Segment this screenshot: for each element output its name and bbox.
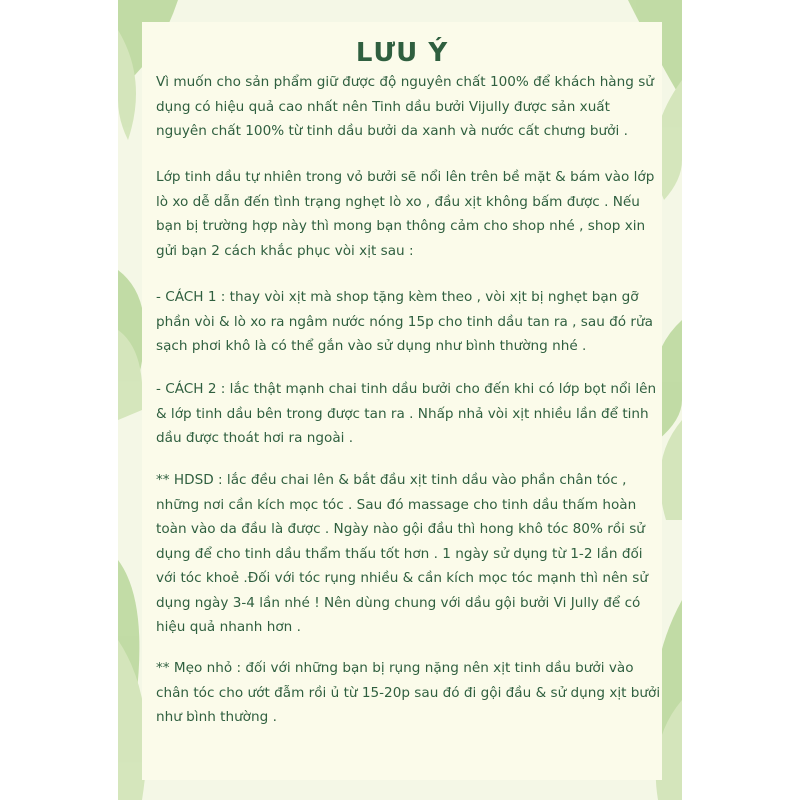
text-line: ** Mẹo nhỏ : đối với những bạn bị rụng nặng nên xịt tinh dầu bưởi vào	[156, 660, 634, 676]
text-line: - CÁCH 1 : thay vòi xịt mà shop tặng kèm theo , vòi xịt bị nghẹt bạn gỡ	[156, 289, 639, 305]
text-line: hiệu quả nhanh hơn .	[156, 619, 301, 635]
text-line: Vì muốn cho sản phẩm giữ được độ nguyên chất 100% để khách hàng sử	[156, 74, 654, 90]
text-line: ** HDSD : lắc đều chai lên & bắt đầu xịt tinh dầu vào phần chân tóc ,	[156, 472, 627, 488]
text-line: dụng có hiệu quả cao nhất nên Tinh dầu bưởi Vijully được sản xuất	[156, 98, 610, 115]
text-line: bạn bị trường hợp này thì mong bạn thông cảm cho shop nhé , shop xin	[156, 218, 646, 234]
content-panel	[142, 22, 662, 780]
text-line: những nơi cần kích mọc tóc . Sau đó massage cho tinh dầu thấm hoàn	[156, 496, 637, 513]
paragraph-tip	[156, 656, 661, 730]
text-line: - CÁCH 2 : lắc thật mạnh chai tinh dầu bưởi cho đến khi có lớp bọt nổi lên	[156, 381, 657, 397]
paragraph-method-1	[156, 285, 656, 359]
text-line: chân tóc cho ướt đẫm rồi ủ từ 15-20p sau đó đi gội đầu & sử dụng xịt bưởi	[156, 684, 661, 701]
text-line: gửi bạn 2 cách khắc phục vòi xịt sau :	[156, 242, 414, 259]
text-line: & lớp tinh dầu bên trong được tan ra . Nhấp nhả vòi xịt nhiều lần để tinh	[156, 405, 649, 422]
text-line: phần vòi & lò xo ra ngâm nước nóng 15p cho tinh dầu tan ra , sau đó rửa	[156, 313, 653, 330]
paragraph-intro	[156, 70, 656, 144]
text-line: sạch phơi khô là có thể gắn vào sử dụng như bình thường nhé .	[156, 338, 587, 354]
text-line: dụng để cho tinh dầu thẩm thấu tốt hơn . 1 ngày sử dụng từ 1-2 lần đối	[156, 545, 643, 562]
text-line: lò xo dễ dẫn đến tình trạng nghẹt lò xo , đầu xịt không bấm được . Nếu	[156, 193, 640, 210]
paragraph-method-2	[156, 377, 656, 451]
text-line: toàn vào da đầu là được . Ngày nào gội đầu thì hong khô tóc 80% rồi sử	[156, 521, 645, 537]
text-line: dụng ngày 3-4 lần nhé ! Nên dùng chung với dầu gội bưởi Vi Jully để có	[156, 594, 641, 611]
text-line: với tóc khoẻ .Đối với tóc rụng nhiều & cần kích mọc tóc mạnh thì nên sử	[156, 570, 648, 586]
text-line: như bình thường .	[156, 709, 277, 725]
paragraph-clog-warning	[156, 165, 656, 263]
poster	[118, 0, 682, 800]
text-line: dầu được thoát hơi ra ngoài .	[156, 430, 354, 446]
page-title: LƯU Ý	[355, 38, 449, 68]
paragraph-usage	[156, 468, 656, 640]
text-line: Lớp tinh dầu tự nhiên trong vỏ bưởi sẽ nổi lên trên bề mặt & bám vào lớp	[156, 169, 655, 185]
text-line: nguyên chất 100% từ tinh dầu bưởi da xanh và nước cất chưng bưởi .	[156, 123, 628, 139]
